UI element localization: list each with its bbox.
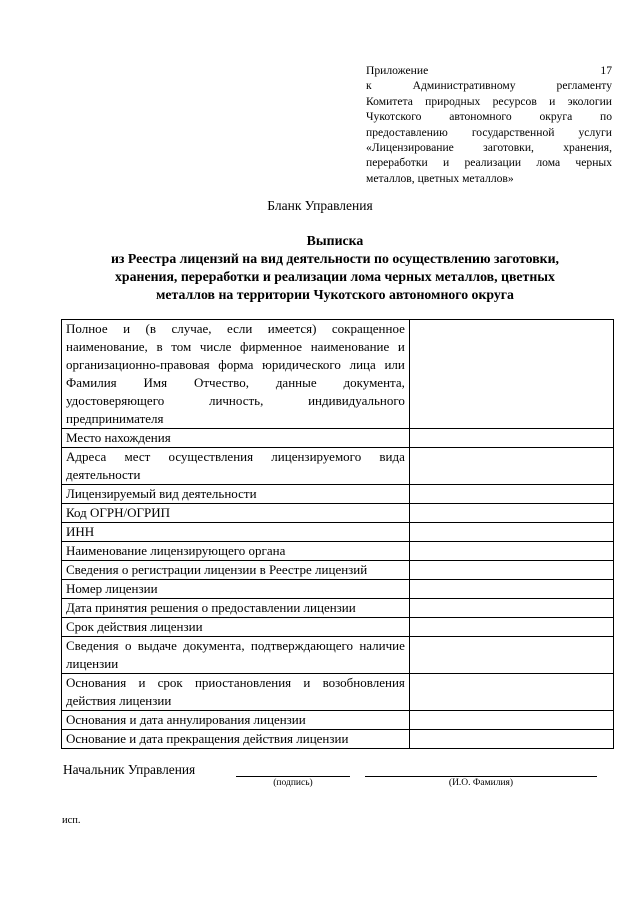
row-value[interactable] bbox=[409, 637, 613, 674]
row-value[interactable] bbox=[409, 618, 613, 637]
blank-title: Бланк Управления bbox=[267, 198, 373, 213]
row-label: Срок действия лицензии bbox=[62, 618, 410, 637]
executor-note: исп. bbox=[62, 815, 81, 826]
name-line[interactable] bbox=[365, 776, 597, 777]
row-label: Сведения о выдаче документа, подтверждающего наличие лицензии bbox=[62, 637, 410, 674]
document-heading bbox=[40, 232, 630, 304]
table-row bbox=[62, 448, 614, 485]
table-row bbox=[62, 637, 614, 674]
heading-line: из Реестра лицензий на вид деятельности по осуществлению заготовки, bbox=[110, 251, 559, 266]
row-label: Адреса мест осуществления лицензируемого вида деятельности bbox=[62, 448, 410, 485]
row-value[interactable] bbox=[409, 504, 613, 523]
row-label: Номер лицензии bbox=[62, 580, 410, 599]
signature-line[interactable] bbox=[236, 776, 350, 777]
row-label: Код ОГРН/ОГРИП bbox=[62, 504, 410, 523]
annex-line: «Лицензирование заготовки, хранения, bbox=[366, 141, 612, 155]
heading-line: хранения, переработки и реализации лома черных металлов, цветных bbox=[115, 269, 555, 284]
heading-title: Выписка bbox=[306, 233, 364, 248]
row-label: Основание и дата прекращения действия лицензии bbox=[62, 730, 410, 749]
row-label: Сведения о регистрации лицензии в Реестре лицензий bbox=[62, 561, 410, 580]
row-value[interactable] bbox=[409, 429, 613, 448]
row-label: Лицензируемый вид деятельности bbox=[62, 485, 410, 504]
annex-line: Комитета природных ресурсов и экологии bbox=[366, 94, 612, 108]
table-row bbox=[62, 320, 614, 429]
row-label: ИНН bbox=[62, 523, 410, 542]
row-value[interactable] bbox=[409, 542, 613, 561]
annex-line: Приложение 17 bbox=[366, 64, 612, 77]
table-row bbox=[62, 523, 614, 542]
annex-line: к Административному регламенту bbox=[366, 79, 612, 93]
annex-line: предоставлению государственной услуги bbox=[366, 125, 612, 139]
row-value[interactable] bbox=[409, 523, 613, 542]
row-value[interactable] bbox=[409, 561, 613, 580]
table-row bbox=[62, 618, 614, 637]
row-value[interactable] bbox=[409, 711, 613, 730]
row-value[interactable] bbox=[409, 448, 613, 485]
row-label: Основания и срок приостановления и возобновления действия лицензии bbox=[62, 674, 410, 711]
row-label: Место нахождения bbox=[62, 429, 410, 448]
annex-line: переработки и реализации лома черных bbox=[366, 156, 612, 170]
name-caption: (И.О. Фамилия) bbox=[448, 778, 514, 788]
row-value[interactable] bbox=[409, 320, 613, 429]
row-label: Полное и (в случае, если имеется) сокращенное наименование, в том числе фирменное наименование и организационно-правовая форма юридического лица или Фамилия Имя Отчество, данные документа, удостоверяющего личность, индивидуального предпринимателя bbox=[62, 320, 410, 429]
row-label: Дата принятия решения о предоставлении лицензии bbox=[62, 599, 410, 618]
row-value[interactable] bbox=[409, 485, 613, 504]
heading-line: металлов на территории Чукотского автономного округа bbox=[156, 287, 514, 302]
table-row bbox=[62, 429, 614, 448]
annex-line: Чукотского автономного округа по bbox=[366, 110, 612, 124]
table-row bbox=[62, 580, 614, 599]
row-value[interactable] bbox=[409, 674, 613, 711]
table-row bbox=[62, 730, 614, 749]
row-value[interactable] bbox=[409, 580, 613, 599]
register-table bbox=[61, 319, 614, 749]
row-label: Наименование лицензирующего органа bbox=[62, 542, 410, 561]
signature-caption: (подпись) bbox=[273, 778, 313, 788]
table-row bbox=[62, 504, 614, 523]
table-row bbox=[62, 542, 614, 561]
row-value[interactable] bbox=[409, 730, 613, 749]
row-value[interactable] bbox=[409, 599, 613, 618]
table-row bbox=[62, 485, 614, 504]
annex-header bbox=[366, 63, 612, 186]
table-row bbox=[62, 711, 614, 730]
table-row bbox=[62, 599, 614, 618]
row-label: Основания и дата аннулирования лицензии bbox=[62, 711, 410, 730]
annex-line: металлов, цветных металлов» bbox=[366, 171, 514, 185]
signatory-position: Начальник Управления bbox=[63, 762, 196, 777]
table-row bbox=[62, 674, 614, 711]
table-row bbox=[62, 561, 614, 580]
